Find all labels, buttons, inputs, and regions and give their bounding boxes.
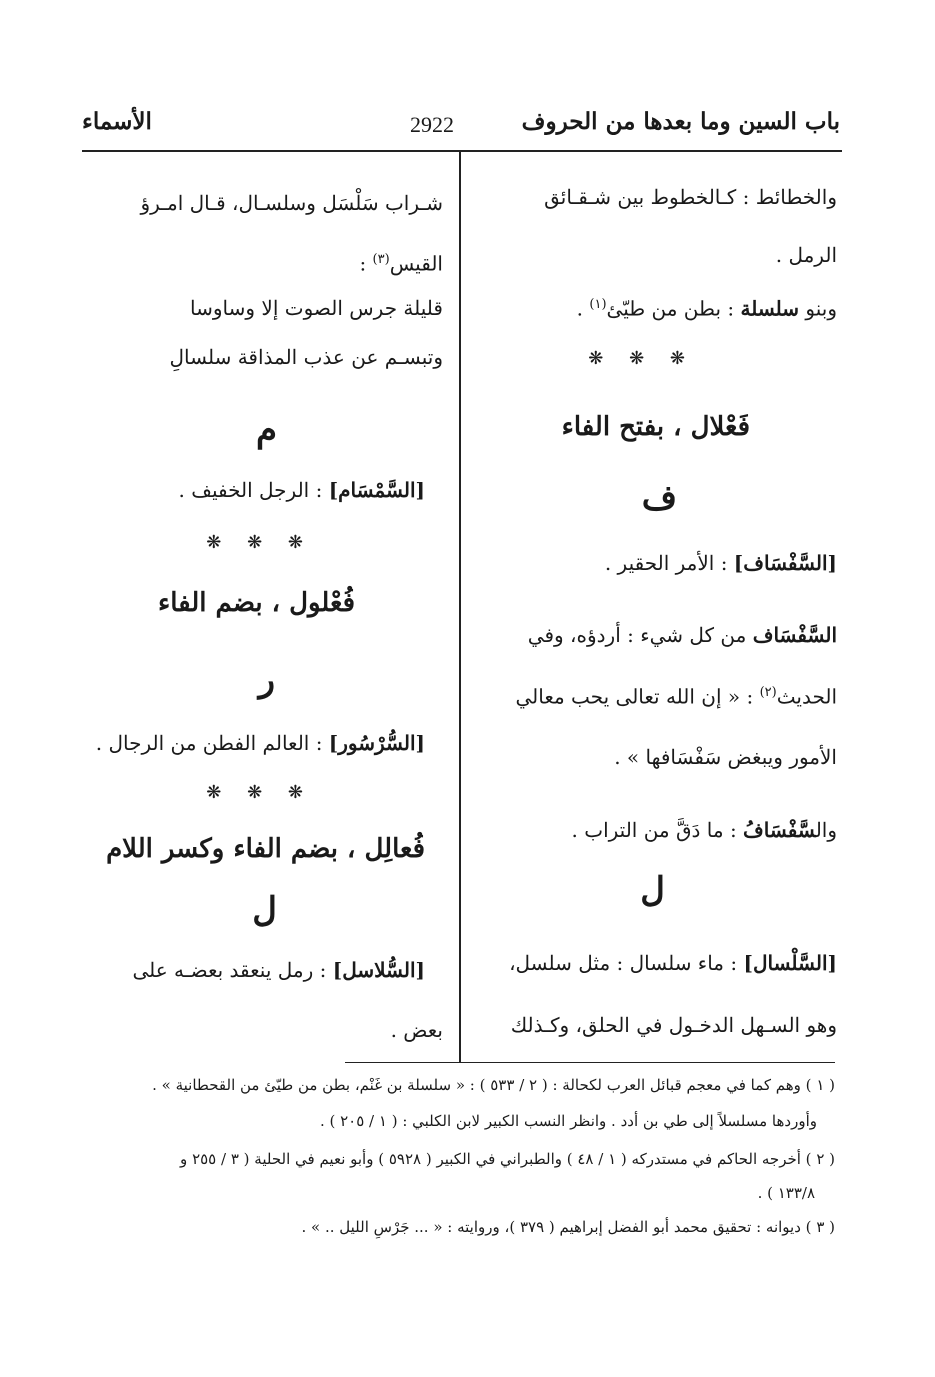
column-divider — [459, 152, 461, 1062]
text-run: : ماء سلسال : مثل سلسل، — [509, 951, 744, 975]
entry-line — [132, 955, 425, 985]
text-line: الرمل . — [775, 243, 837, 267]
text-run: : « إن الله تعالى يحب معالي — [515, 684, 760, 709]
text-run: : — [359, 251, 373, 276]
section-separator: ❋ ❋ ❋ — [206, 782, 313, 803]
poem-verse: وتبسـم عن عذب المذاقة سلسالِ — [169, 345, 443, 369]
headword: [السَّلْسال] — [743, 951, 837, 975]
text-run: القيس — [389, 251, 443, 276]
entry-line — [528, 620, 837, 650]
footnote-ref: (٣) — [372, 252, 390, 267]
headword: سَّفْسَافُ — [743, 818, 816, 842]
text-run: : بطن من طيّئ — [606, 296, 741, 321]
text-run: : الأمر الحقير . — [604, 551, 734, 575]
section-heading: فَعْلال ، بفتح الفاء — [561, 412, 750, 442]
entry-line — [515, 678, 837, 712]
section-heading: فُعالِل ، بضم الفاء وكسر اللام — [106, 834, 425, 864]
letter-heading: ر — [258, 660, 275, 700]
footnote-ref: (١) — [589, 297, 607, 312]
headword: [السُّرْسُور] — [328, 731, 425, 755]
letter-heading: م — [255, 410, 277, 450]
footnote: وأوردها مسلسلاً إلى طي بن أدد . وانظر النسب الكبير لابن الكلبي : ( ١ / ٢٠٥ ) . — [319, 1112, 817, 1130]
text-run: من كل شيء : أردؤه، وفي — [527, 623, 753, 647]
section-separator: ❋ ❋ ❋ — [588, 348, 695, 369]
footnote: ١٣٣/٨ ) . — [757, 1184, 815, 1202]
headword: [السُّلاسل] — [332, 958, 425, 982]
footnote-ref: (٢) — [759, 685, 777, 700]
text-line: والخطائط : كـالخطوط بين شـقـائق — [544, 185, 837, 209]
text-run: : رمل ينعقد بعضـه على — [132, 958, 333, 982]
page-number: 2922 — [410, 112, 454, 137]
letter-heading: ل — [252, 890, 277, 930]
section-heading: فُعْلول ، بضم الفاء — [158, 588, 355, 618]
text-run: وبنو — [799, 296, 837, 321]
running-head-section: الأسماء — [82, 108, 152, 135]
text-line — [359, 245, 443, 279]
header-rule — [82, 150, 842, 152]
text-line — [577, 290, 837, 324]
footnote-rule — [345, 1062, 835, 1063]
entry-line: بعض . — [390, 1018, 443, 1042]
footnote: ( ٣ ) ديوانه : تحقيق محمد أبو الفضل إبراهيم ( ٣٧٩ )، وروايته : « ... جَرْسِ الليل .. » . — [301, 1218, 835, 1236]
text-run: : العالم الفطن من الرجال . — [95, 731, 329, 755]
section-separator: ❋ ❋ ❋ — [206, 532, 313, 553]
letter-heading: ف — [641, 478, 677, 518]
text-run: . — [576, 296, 590, 321]
headword: [السَّفْسَاف] — [733, 551, 837, 575]
entry-line: الأمور ويبغض سَفْسَافها » . — [614, 745, 837, 769]
headword: السَّفْسَاف — [752, 623, 837, 647]
letter-heading: ل — [640, 870, 665, 910]
text-run: : الرجل الخفيف . — [178, 478, 329, 502]
text-run: الحديث — [776, 684, 837, 709]
entry-line — [509, 948, 837, 978]
poem-verse: قليلة جرس الصوت إلا وساوسا — [190, 296, 443, 320]
text-line: شـراب سَلْسَل وسلسـال، قـال امـرؤ — [140, 191, 443, 215]
footnote: ( ١ ) وهم كما في معجم قبائل العرب لكحالة : ( ٢ / ٥٣٣ ) : « سلسلة بن غَنْم، بطن من طيّئ من القحطانية » . — [152, 1076, 835, 1094]
footnote: ( ٢ ) أخرجه الحاكم في مستدركه ( ١ / ٤٨ ) والطبراني في الكبير ( ٥٩٢٨ ) وأبو نعيم في الحلية ( ٣ / ٢٥٥ و — [180, 1150, 835, 1168]
headword: [السَّمْسَام] — [328, 478, 425, 502]
entry-line — [572, 815, 837, 845]
text-run: وال — [815, 818, 837, 842]
entry-line — [605, 548, 837, 578]
text-run: : ما دَقَّ من التراب . — [571, 818, 744, 842]
entry-line: وهو السـهل الدخـول في الحلق، وكـذلك — [510, 1013, 837, 1037]
running-head-chapter: باب السين وما بعدها من الحروف — [521, 108, 840, 135]
entry-line — [179, 475, 425, 505]
entry-line — [96, 728, 425, 758]
headword: سلسلة — [740, 296, 800, 321]
